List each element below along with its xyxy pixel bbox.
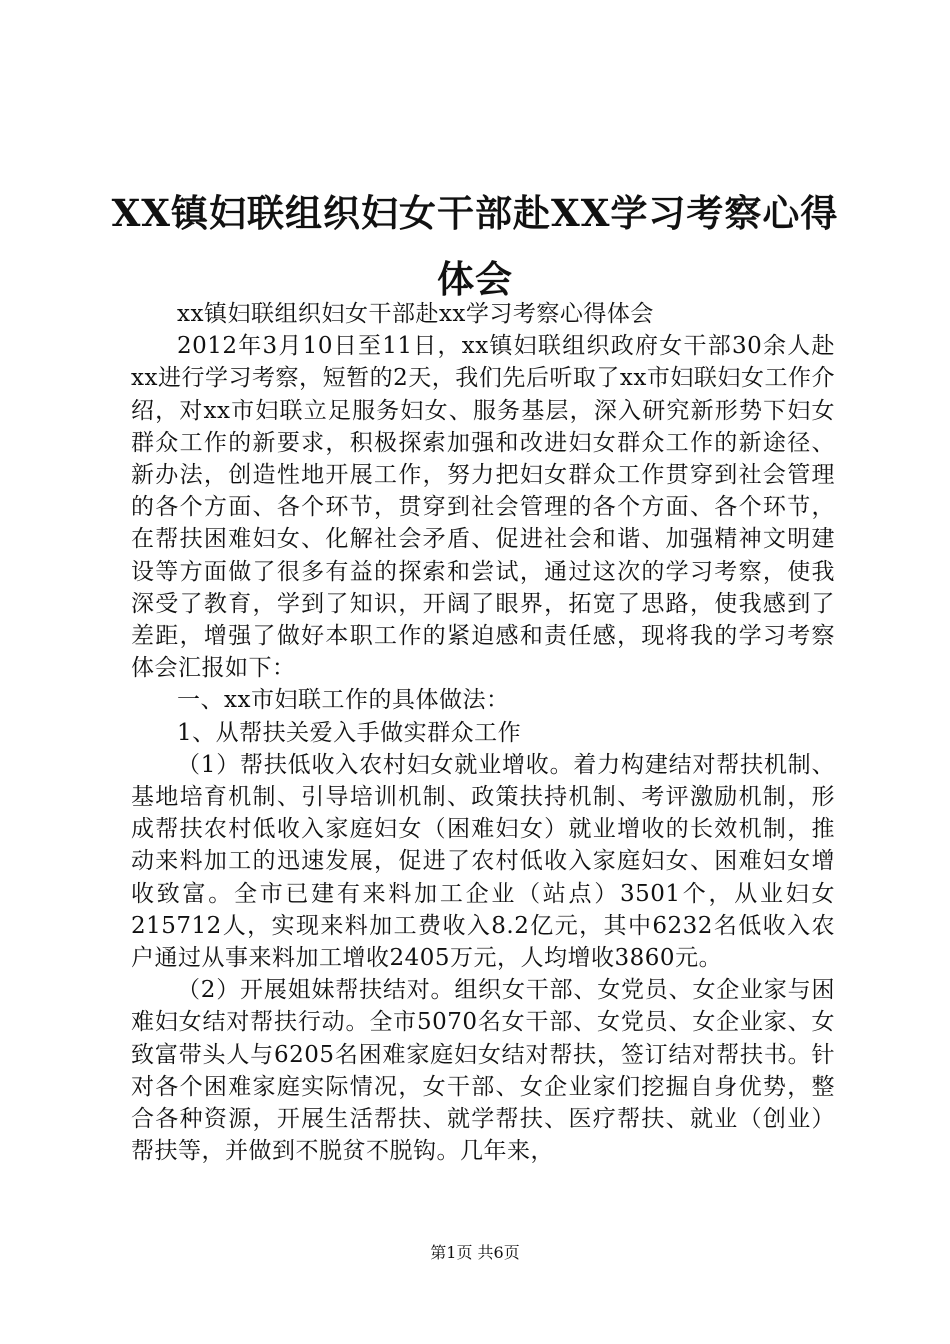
body-paragraph-subtitle: xx镇妇联组织妇女干部赴xx学习考察心得体会: [177, 301, 654, 327]
body-paragraph-intro: 2012年3月10日至11日，xx镇妇联组织政府女干部30余人赴xx进行学习考察，短暂的2天，我们先后听取了xx市妇联妇女工作介绍，对xx市妇联立足服务妇女、服务基层，深入研究新形势下妇女群众工作的新要求，积极探索加强和改进妇女群众工作的新途径、新办法，创造性地开展工作，努力把妇女群众工作贯穿到社会管理的各个方面、各个环节，贯穿到社会管理的各个方面、各个环节，在帮扶困难妇女、化解社会矛盾、促进社会和谐、加强精神文明建设等方面做了很多有益的探索和尝试，通过这次的学习考察，使我深受了教育，学到了知识，开阔了眼界，拓宽了思路，使我感到了差距，增强了做好本职工作的紧迫感和责任感，现将我的学习考察体会汇报如下：: [131, 333, 835, 682]
subsection-heading: 1、从帮扶关爱入手做实群众工作: [177, 719, 522, 746]
page-footer: 第1页 共6页: [430, 1243, 520, 1262]
body-paragraph-item-1: （1）帮扶低收入农村妇女就业增收。着力构建结对帮扶机制、基地培育机制、引导培训机制、政策扶持机制、考评激励机制，形成帮扶农村低收入家庭妇女（困难妇女）就业增收的长效机制，推动来料加工的迅速发展，促进了农村低收入家庭妇女、困难妇女增收致富。全市已建有来料加工企业（站点）3501个，从业妇女215712人，实现来料加工费收入8.2亿元，其中6232名低收入农户通过从事来料加工增收2405万元，人均增收3860元。: [131, 751, 835, 972]
document-title: XX镇妇联组织妇女干部赴XX学习考察心得体会: [111, 191, 839, 301]
body-paragraph-item-2: （2）开展姐妹帮扶结对。组织女干部、女党员、女企业家与困难妇女结对帮扶行动。全市5070名女干部、女党员、女企业家、女致富带头人与6205名困难家庭妇女结对帮扶，签订结对帮扶书。针对各个困难家庭实际情况，女干部、女企业家们挖掘自身优势，整合各种资源，开展生活帮扶、就学帮扶、医疗帮扶、就业（创业）帮扶等，并做到不脱贫不脱钩。几年来，: [131, 977, 835, 1165]
section-heading: 一、xx市妇联工作的具体做法：: [177, 687, 510, 714]
document-body: [131, 298, 835, 1167]
